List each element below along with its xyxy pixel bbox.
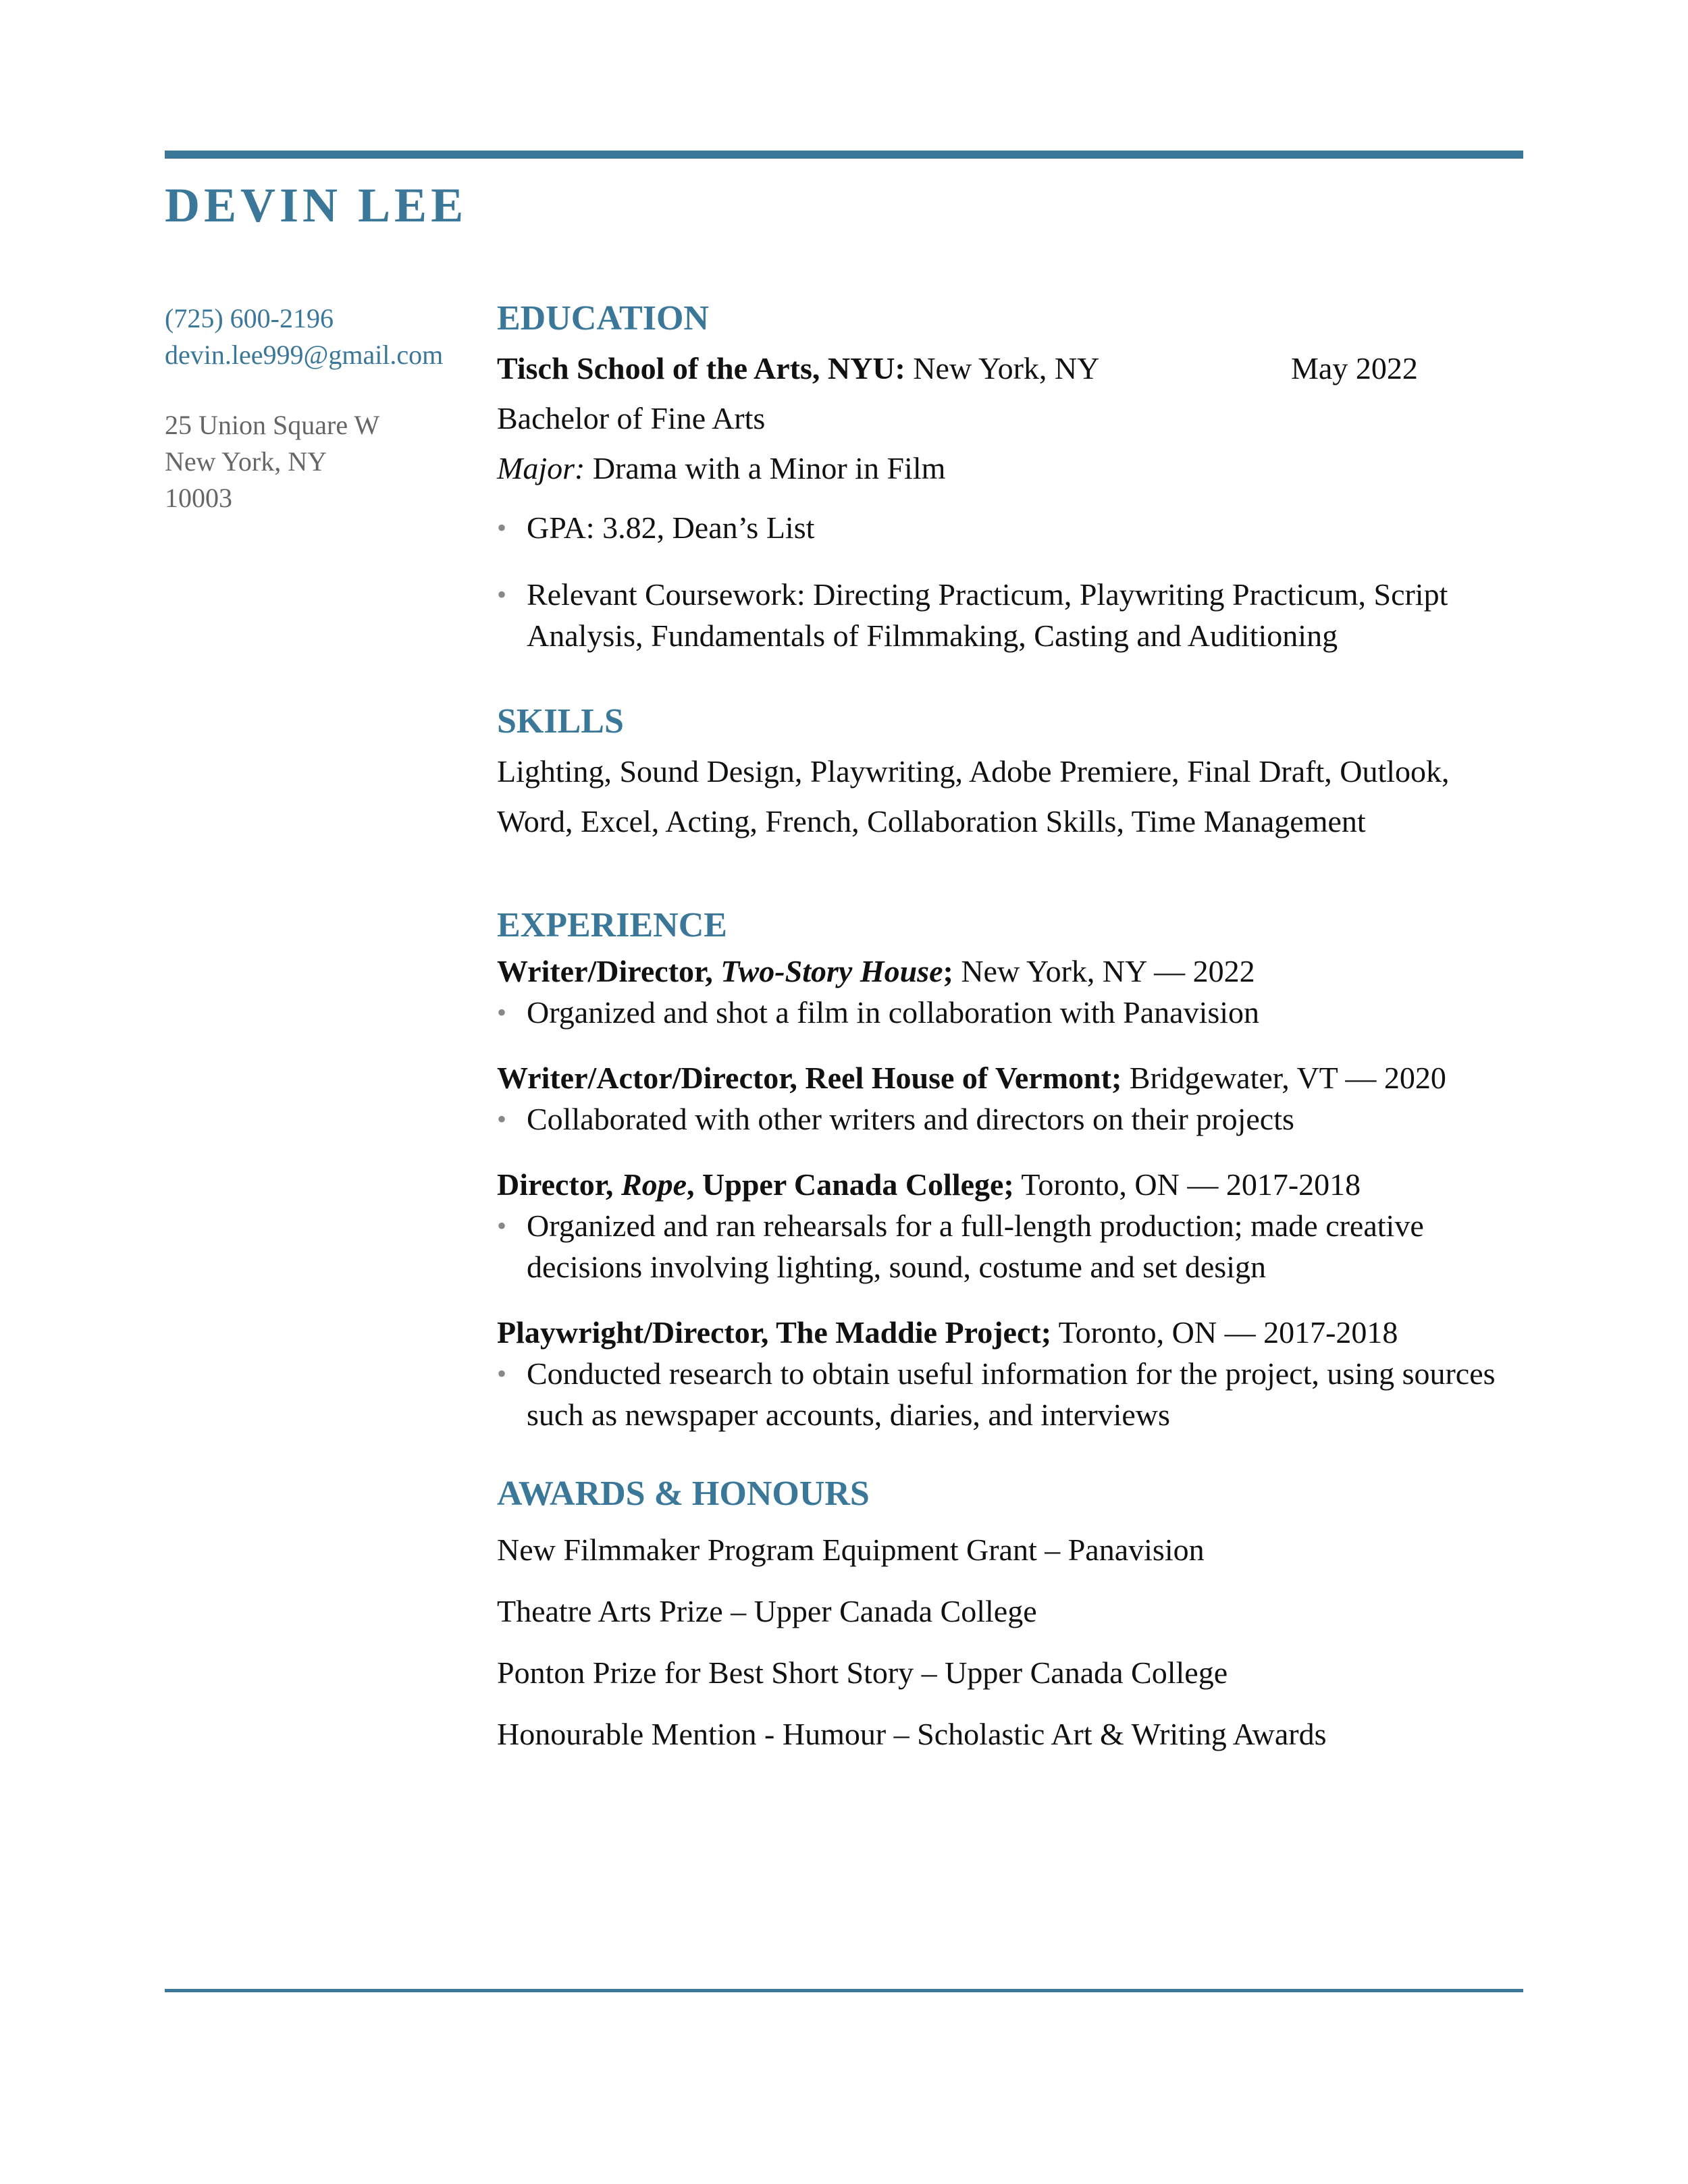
phone-number[interactable]: (725) 600-2196: [165, 303, 334, 334]
skills-list: Lighting, Sound Design, Playwriting, Adobe Premiere, Final Draft, Outlook, Word, Excel, Acting, French, Collaboration Skills, Time Management: [497, 754, 1450, 838]
address-line-3: 10003: [165, 483, 232, 513]
graduation-date: May 2022: [1291, 351, 1418, 385]
contact-block: [165, 300, 462, 516]
major-line: [497, 444, 1523, 494]
address-line-1: 25 Union Square W: [165, 410, 380, 440]
bullet-icon: •: [497, 1358, 507, 1389]
list-item: • Conducted research to obtain useful information for the project, using sources such as newspaper accounts, diaries, and interviews: [497, 1353, 1523, 1435]
awards-heading: AWARDS & HONOURS: [497, 1474, 870, 1513]
bullet-icon: •: [497, 997, 507, 1028]
major-value: Drama with a Minor in Film: [585, 451, 946, 485]
experience-section: [497, 901, 1523, 1435]
job-title-line: Writer/Actor/Director, Reel House of Vermont; Bridgewater, VT — 2020: [497, 1061, 1446, 1095]
skills-section: [497, 697, 1523, 847]
skills-heading: SKILLS: [497, 702, 624, 741]
bullet-icon: •: [497, 1104, 507, 1134]
address-line-2: New York, NY: [165, 446, 327, 477]
job-title-line: Writer/Director, Two-Story House; New York, NY — 2022: [497, 954, 1255, 988]
education-heading: EDUCATION: [497, 299, 709, 338]
job-entry: [497, 951, 1523, 1033]
bottom-rule: [165, 1989, 1523, 1992]
job-title-line: Playwright/Director, The Maddie Project; Toronto, ON — 2017-2018: [497, 1315, 1398, 1350]
experience-heading: EXPERIENCE: [497, 906, 727, 944]
list-item: • Collaborated with other writers and directors on their projects: [497, 1098, 1523, 1140]
job-title-line: Director, Rope, Upper Canada College; Toronto, ON — 2017-2018: [497, 1167, 1361, 1202]
education-school-line: [497, 344, 1523, 394]
job-entry: [497, 1164, 1523, 1287]
school-name: Tisch School of the Arts, NYU:: [497, 351, 905, 385]
bullet-icon: •: [497, 512, 507, 543]
job-entry: [497, 1057, 1523, 1140]
award-item: Theatre Arts Prize – Upper Canada College: [497, 1594, 1037, 1628]
job-entry: [497, 1312, 1523, 1435]
email-link[interactable]: devin.lee999@gmail.com: [165, 340, 444, 370]
list-item: • Organized and shot a film in collaboration with Panavision: [497, 992, 1523, 1033]
candidate-name: DEVIN LEE: [165, 178, 468, 232]
bullet-icon: •: [497, 579, 507, 610]
degree: Bachelor of Fine Arts: [497, 401, 766, 435]
education-section: [497, 294, 1523, 656]
award-item: Honourable Mention - Humour – Scholastic Art & Writing Awards: [497, 1717, 1327, 1751]
award-item: New Filmmaker Program Equipment Grant – Panavision: [497, 1533, 1205, 1567]
main-content: [497, 294, 1523, 1765]
top-rule: [165, 151, 1523, 159]
awards-section: [497, 1469, 1523, 1765]
school-location: New York, NY: [905, 351, 1100, 385]
list-item: • Relevant Coursework: Directing Practicum, Playwriting Practicum, Script Analysis, Fundamentals of Filmmaking, Casting and Auditioning: [497, 574, 1523, 656]
list-item: • Organized and ran rehearsals for a full-length production; made creative decisions involving lighting, sound, costume and set design: [497, 1205, 1523, 1287]
major-label: Major:: [497, 451, 585, 485]
bullet-icon: •: [497, 1210, 507, 1241]
award-item: Ponton Prize for Best Short Story – Upper Canada College: [497, 1655, 1228, 1690]
list-item: • GPA: 3.82, Dean’s List: [497, 507, 1523, 548]
